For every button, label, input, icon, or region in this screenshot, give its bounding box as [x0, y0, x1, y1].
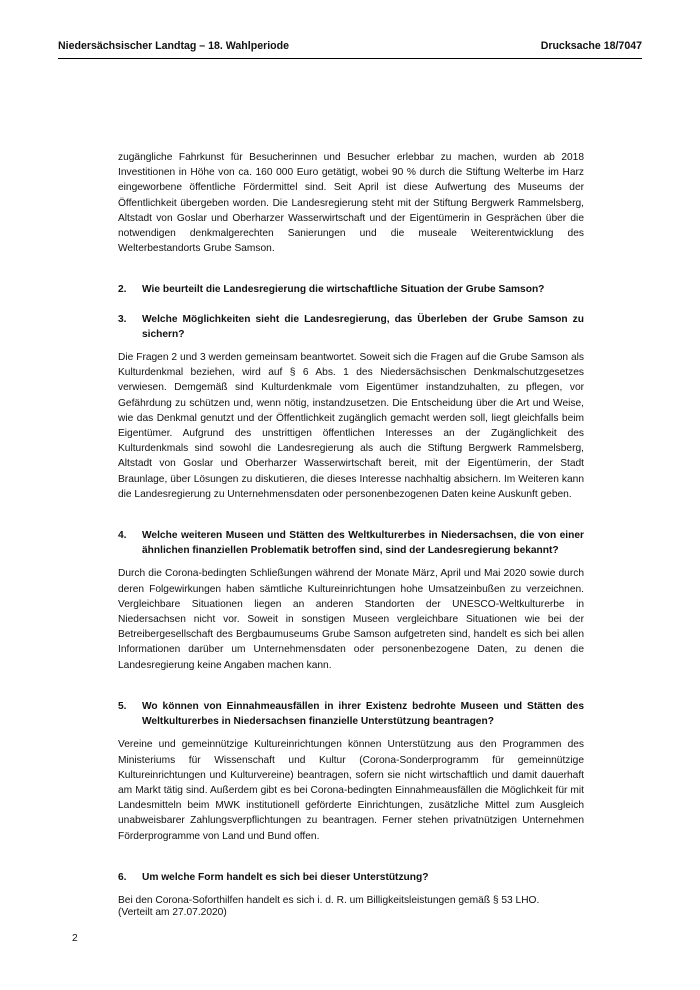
- document-body: [118, 150, 584, 908]
- question-number: 6.: [118, 871, 127, 883]
- question-text: Wo können von Einnahmeausfällen in ihrer Existenz bedrohte Museen und Stätten des Weltkulturerbes in Niedersachsen finanzielle Unterstützung beantragen?: [142, 700, 584, 728]
- answer-4: Durch die Corona-bedingten Schließungen während der Monate März, April und Mai 2020 sowie durch deren Folgewirkungen haben sämtliche Kultureinrichtungen hohe Umsatzeinbußen zu verzeichnen. Vergleichbare Situationen liegen an anderen Standorten der UNESCO-Weltkulturerbe in Niedersachsen nicht vor. Soweit in sonstigen Museen vergleichbare Situationen wie bei der Betreibergesellschaft des Bergbaumuseums Grube Samson aufgetreten sind, handelt es sich bei allen Informationen darüber um Unternehmensdaten oder personenbezogene Daten, zu denen die Landesregierung keine Angaben machen kann.: [118, 568, 584, 671]
- answer-2-3: Die Fragen 2 und 3 werden gemeinsam beantwortet. Soweit sich die Fragen auf die Grube Samson als Kulturdenkmal beziehen, wird auf § 6 Abs. 1 des Niedersächsischen Denkmalschutzgesetzes verwiesen. Demgemäß sind Kulturdenkmale vom Eigentümer instandzuhalten, zu pflegen, vor Gefährdung zu schützen und, wenn nötig, instandzusetzen. Die Entscheidung über die Art und Weise, wie das Denkmal genutzt und der Öffentlichkeit zugänglich gemacht werden soll, liegt gleichfalls beim Eigentümer. Aufgrund des unstrittigen öffentlichen Interesses an der Zugänglichkeit des Kulturdenkmals sind sowohl die Landesregierung als auch die Stiftung Bergwerk Rammelsberg, Altstadt von Goslar und Oberharzer Wasserwirtschaft bereit, mit der Eigentümerin, der Stadt Braunlage, über Lösungen zu diskutieren, die dieses Interesse nachhaltig absichern. Im Weiteren kann die Landesregierung zu Unternehmensdaten oder personenbezogenen Daten keine Auskunft geben.: [118, 352, 584, 500]
- answer-6: Bei den Corona-Soforthilfen handelt es sich i. d. R. um Billigkeitsleistungen gemäß § 53 LHO.: [118, 894, 540, 906]
- question-text: Welche weiteren Museen und Stätten des Weltkulturerbes in Niedersachsen, die von einer ähnlichen finanziellen Problematik betroffen sind, sind der Landesregierung bekannt?: [142, 530, 584, 557]
- question-number: 2.: [118, 284, 127, 296]
- question-number: 5.: [118, 700, 127, 712]
- question-2: [118, 282, 584, 297]
- header-divider: [58, 58, 642, 59]
- question-text: Welche Möglichkeiten sieht die Landesregierung, das Überleben der Grube Samson zu sichern?: [142, 313, 584, 340]
- page-header: [58, 40, 642, 52]
- question-number: 3.: [118, 313, 127, 325]
- page-number: 2: [72, 933, 78, 944]
- distribution-date: (Verteilt am 27.07.2020): [118, 907, 227, 918]
- header-document-number: Drucksache 18/7047: [540, 40, 642, 52]
- answer-5: Vereine und gemeinnützige Kultureinrichtungen können Unterstützung aus den Programmen des Ministeriums für Wissenschaft und Kultur (Corona-Sonderprogramm für gemeinnützige Kultureinrichtungen und Kulturvereine) beantragen, sofern sie nicht wirtschaftlich und damit dauerhaft am Markt tätig sind. Außerdem gibt es bei Corona-bedingten Einnahmeausfällen die Möglichkeit für mit Landesmitteln beim MWK institutionell geförderte Einrichtungen, zusätzliche Mittel zum Ausgleich unabweisbarer Zahlungsverpflichtungen zu beantragen. Ferner stehen privatnützigen Unternehmen Förderprogramme von Land und Bund offen.: [118, 739, 584, 842]
- question-4: [118, 528, 584, 558]
- header-parliament-title: Niedersächsischer Landtag – 18. Wahlperiode: [58, 40, 289, 52]
- question-number: 4.: [118, 530, 127, 542]
- question-5: [118, 699, 584, 729]
- question-3: [118, 312, 584, 342]
- question-text: Wie beurteilt die Landesregierung die wirtschaftliche Situation der Grube Samson?: [142, 284, 545, 296]
- question-text: Um welche Form handelt es sich bei dieser Unterstützung?: [142, 871, 429, 883]
- question-6: [118, 870, 584, 885]
- intro-paragraph: zugängliche Fahrkunst für Besucherinnen und Besucher erlebbar zu machen, wurden ab 2018 Investitionen in Höhe von ca. 160 000 Euro getätigt, wobei 90 % durch die Stiftung Welterbe im Harz eingeworbene öffentliche Fördermittel sind. Seit April ist diese Aufwertung des Museums der Öffentlichkeit übergeben worden. Die Landesregierung steht mit der Stiftung Bergwerk Rammelsberg, Altstadt von Goslar und Oberharzer Wasserwirtschaft und der Eigentümerin in Gesprächen über die notwendigen denkmalgerechten Sanierungen und die museale Weiterentwicklung des Welterbestandorts Grube Samson.: [118, 152, 584, 255]
